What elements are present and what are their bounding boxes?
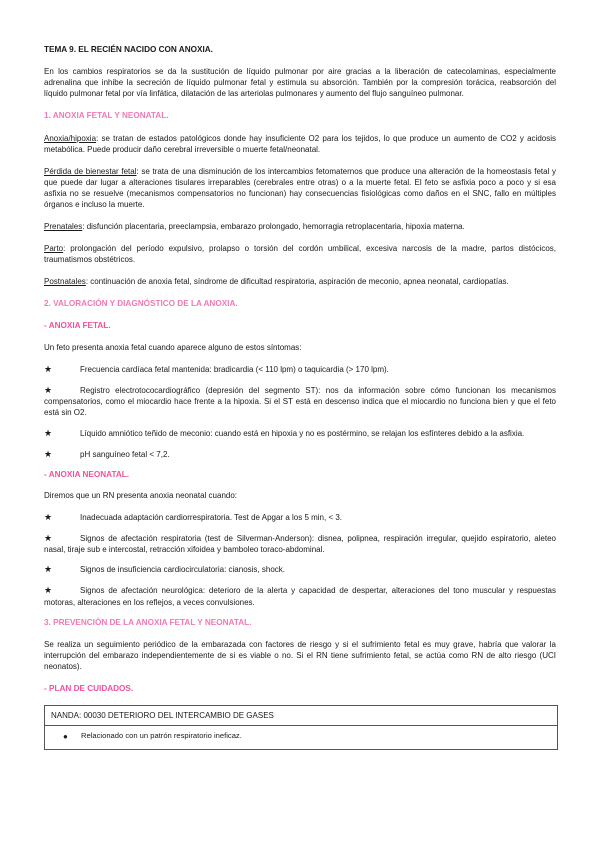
subheading-dash: - (44, 321, 49, 331)
list-item (44, 564, 556, 575)
star-icon: ★ (44, 448, 53, 459)
nanda-header: NANDA: 00030 DETERIORO DEL INTERCAMBIO DE GASES (45, 706, 557, 726)
term-label: Prenatales (44, 221, 83, 231)
definition-text: : prolongación del período expulsivo, prolapso o torsión del cordón umbilical, excesiva narcosis de la madre, partos distócicos, traumatismos obstétricos. (44, 243, 556, 264)
definition-prenatales (44, 221, 556, 232)
definition-perdida-bienestar (44, 166, 556, 210)
intro-paragraph: En los cambios respiratorios se da la sustitución de líquido pulmonar por aire gracias a la liberación de catecolaminas, especialmente adrenalina que inhibe la secreción de líquido pulmonar fetal y estimula su absorción. También por la compresión torácica, reabsorción del líquido pulmonar fetal por vía linfática, dilatación de las arteriolas pulmonares y aumento del flujo sanguíneo pulmonar. (44, 67, 556, 99)
list-item-text: pH sanguíneo fetal < 7,2. (80, 449, 170, 459)
definition-text: : se tratan de estados patológicos donde hay insuficiente O2 para los tejidos, lo que produce un aumento de CO2 y acidosis metabólica. Puede producir daño cerebral irreversible o muerte fetal/neonatal. (44, 133, 556, 154)
star-icon: ★ (44, 384, 53, 395)
star-icon: ★ (44, 533, 53, 543)
star-icon: ★ (44, 428, 53, 439)
bullet-icon: ● (63, 731, 68, 741)
list-item-text: Frecuencia cardíaca fetal mantenida: bradicardia (< 110 lpm) o taquicardia (> 170 lpm). (80, 364, 389, 374)
list-item (44, 449, 556, 460)
list-item (44, 512, 556, 523)
nanda-table (44, 705, 558, 750)
subheading-label: ANOXIA FETAL. (48, 321, 111, 331)
anoxia-neonatal-subheading (44, 469, 556, 480)
nanda-row (45, 726, 557, 749)
list-item (44, 364, 556, 375)
definition-parto (44, 243, 556, 265)
definition-text: : se trata de una disminución de los intercambios fetomaternos que produce una alteración de la homeostasis fetal y que puede dar lugar a alteraciones tisulares irreparables (cerebrales entre otras) o a la muerte fetal. El feto se asfixia poco a poco y si esa asfixia no se resuelve (mecanismos compensatorios no funcionan) hay consecuencias fisiológicas como daños en el SNC, fallo en múltiples órganos e incluso la muerte. (44, 166, 557, 209)
list-item-text: Inadecuada adaptación cardiorrespiratoria. Test de Apgar a los 5 min, < 3. (80, 512, 343, 522)
subheading-label: - PLAN DE CUIDADOS. (44, 684, 134, 694)
anoxia-neonatal-lead: Diremos que un RN presenta anoxia neonatal cuando: (44, 490, 238, 500)
term-label: Anoxia/hipoxia (44, 133, 97, 143)
definition-postnatales (44, 276, 556, 287)
page-title: TEMA 9. EL RECIÉN NACIDO CON ANOXIA. (44, 45, 213, 54)
list-item-text: Signos de insuficiencia cardiocirculatoria: cianosis, shock. (80, 565, 285, 575)
list-item-text: Signos de afectación respiratoria (test de Silverman-Anderson): disnea, polipnea, respiración irregular, quejido espiratorio, aleteo nasal, tiraje sub e intercostal, retracción xifoidea y bamboleo toraco-abdominal. (44, 534, 556, 555)
list-item-text: Líquido amniótico teñido de meconio: cuando está en hipoxia y no es postérmino, se relajan los esfínteres debido a la asfixia. (80, 429, 525, 439)
definition-anoxia (44, 133, 556, 155)
subheading-label: - ANOXIA NEONATAL. (44, 469, 130, 479)
definition-text: : continuación de anoxia fetal, síndrome de dificultad respiratoria, aspiración de meconio, apnea neonatal, cardiopatías. (85, 277, 509, 286)
anoxia-fetal-lead: Un feto presenta anoxia fetal cuando aparece alguno de estos síntomas: (44, 342, 302, 352)
definition-text: : disfunción placentaria, preeclampsia, embarazo prolongado, hemorragia retroplacentaria, hipoxia materna. (82, 221, 465, 231)
star-icon: ★ (44, 585, 53, 596)
list-item (44, 427, 556, 439)
plan-cuidados-subheading (44, 683, 556, 694)
section-3-heading: 3. PREVENCIÓN DE LA ANOXIA FETAL Y NEONATAL. (44, 617, 252, 627)
star-icon: ★ (44, 363, 53, 374)
list-item (44, 584, 556, 607)
list-item (44, 384, 556, 418)
list-item (44, 532, 556, 555)
nanda-item-text: Relacionado con un patrón respiratorio ineficaz. (81, 730, 242, 740)
section-2-heading: 2. VALORACIÓN Y DIAGNÓSTICO DE LA ANOXIA. (44, 299, 238, 309)
anoxia-fetal-subheading (44, 320, 556, 331)
term-label: Parto (44, 243, 64, 253)
section-1-heading: 1. ANOXIA FETAL Y NEONATAL. (44, 111, 169, 121)
term-label: Postnatales (44, 277, 86, 286)
star-icon: ★ (44, 511, 53, 522)
term-label: Pérdida de bienestar fetal (44, 166, 137, 176)
list-item-text: Registro electrotococardiográfico (depresión del segmento ST): nos da información sobre cómo funcionan los mecanismos compensatorios, como el miocardio hace frente a la hipoxia. Si el ST está en descenso indica que el miocardio no funciona bien y que el feto está sin O2. (44, 385, 556, 418)
list-item-text: Signos de afectación neurológica: deterioro de la alerta y capacidad de despertar, alteraciones del tono muscular y respuestas motoras, alteraciones en los reflejos, a veces convulsiones. (44, 586, 556, 607)
star-icon: ★ (44, 564, 53, 575)
prevention-paragraph: Se realiza un seguimiento periódico de la embarazada con factores de riesgo y si el sufrimiento fetal es muy grave, habría que valorar la interrupción del embarazo independientemente de si es viable o no. Si el RN tiene sufrimiento fetal, se actúa como RN de alto riesgo (UCI neonatos). (44, 640, 556, 672)
